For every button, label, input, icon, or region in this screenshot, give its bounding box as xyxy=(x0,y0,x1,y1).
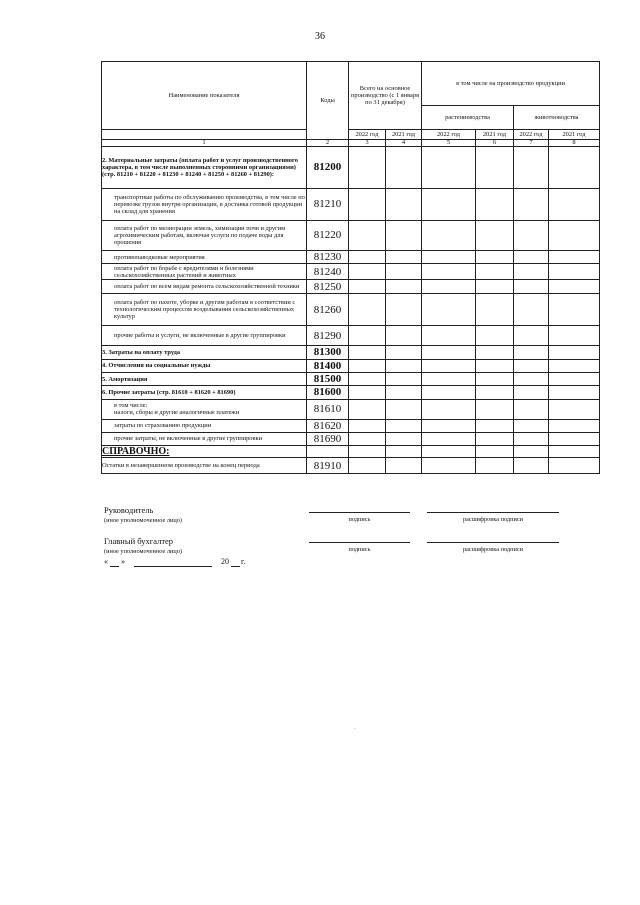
row-code: 81610 xyxy=(307,399,349,419)
header-livestock: животноводства xyxy=(514,106,600,130)
row-name: транспортные работы по обслуживанию производства, в том числе по перевозке грузов внутри организации, в доставка готовой продукции на склад для хранения xyxy=(102,189,307,221)
row-code: 81620 xyxy=(307,419,349,432)
column-number: 5 xyxy=(422,140,476,147)
value-cell xyxy=(476,294,514,326)
value-cell xyxy=(422,346,476,359)
value-cell xyxy=(422,432,476,445)
table-row xyxy=(102,294,600,326)
header-total: Всего на основное производство (с 1 января по 31 декабря) xyxy=(349,62,422,130)
table-row xyxy=(102,147,600,189)
row-name: оплата работ по мелиорации земель, химизации почв и другим агрохимическим работам, включая услуги по подаче воды для орошения xyxy=(102,221,307,251)
date-month-line xyxy=(134,566,212,567)
value-cell xyxy=(549,294,600,326)
value-cell xyxy=(549,326,600,346)
row-name: оплата работ по борьбе с вредителями и болезнями сельскохозяйственных растений и животных xyxy=(102,264,307,280)
date-open-quote: « xyxy=(104,557,108,566)
value-cell xyxy=(514,386,549,399)
date-year-line xyxy=(231,566,240,567)
head-note: (иное уполномоченное лицо) xyxy=(104,517,182,524)
table-row xyxy=(102,280,600,294)
row-name: 5. Амортизация xyxy=(102,372,307,385)
value-cell xyxy=(386,399,422,419)
value-cell xyxy=(349,326,386,346)
table-row xyxy=(102,458,600,474)
value-cell xyxy=(386,458,422,474)
header-year: 2021 год xyxy=(549,130,600,140)
value-cell xyxy=(549,189,600,221)
head-signature-label: подпись xyxy=(348,516,371,523)
column-number: 4 xyxy=(386,140,422,147)
value-cell xyxy=(349,359,386,372)
value-cell xyxy=(514,359,549,372)
row-name: СПРАВОЧНО: xyxy=(102,446,307,458)
value-cell xyxy=(349,446,386,458)
row-code: 81230 xyxy=(307,251,349,264)
value-cell xyxy=(386,372,422,385)
date-close-quote: » xyxy=(121,557,125,566)
value-cell xyxy=(386,346,422,359)
table-row xyxy=(102,326,600,346)
table-row xyxy=(102,346,600,359)
value-cell xyxy=(514,372,549,385)
column-numbers-row xyxy=(102,140,600,147)
value-cell xyxy=(386,189,422,221)
row-name: 4. Отчисления на социальные нужды xyxy=(102,359,307,372)
column-number: 8 xyxy=(549,140,600,147)
column-number: 2 xyxy=(307,140,349,147)
value-cell xyxy=(476,432,514,445)
row-name: оплата работ по пахоте, уборке и другим работам в соответствии с технологическим процессом возделывания сельскохозяйственных культур xyxy=(102,294,307,326)
table-row xyxy=(102,386,600,399)
column-number: 7 xyxy=(514,140,549,147)
value-cell xyxy=(549,251,600,264)
row-code: 81210 xyxy=(307,189,349,221)
column-number: 1 xyxy=(102,140,307,147)
value-cell xyxy=(349,458,386,474)
accountant-decoding-line xyxy=(427,542,559,543)
scan-mark: . xyxy=(354,723,356,731)
value-cell xyxy=(514,189,549,221)
value-cell xyxy=(549,386,600,399)
row-code: 81400 xyxy=(307,359,349,372)
costs-table xyxy=(101,61,600,474)
accountant-title: Главный бухгалтер xyxy=(104,536,174,546)
value-cell xyxy=(476,189,514,221)
value-cell xyxy=(349,432,386,445)
value-cell xyxy=(514,399,549,419)
value-cell xyxy=(476,458,514,474)
row-code: 81290 xyxy=(307,326,349,346)
value-cell xyxy=(476,346,514,359)
header-name: Наименование показателя xyxy=(102,62,307,130)
value-cell xyxy=(549,432,600,445)
value-cell xyxy=(476,399,514,419)
date-day-line xyxy=(110,566,119,567)
value-cell xyxy=(386,419,422,432)
value-cell xyxy=(422,147,476,189)
value-cell xyxy=(386,147,422,189)
value-cell xyxy=(514,221,549,251)
value-cell xyxy=(514,446,549,458)
table-row xyxy=(102,221,600,251)
value-cell xyxy=(349,346,386,359)
value-cell xyxy=(349,264,386,280)
header-including: в том числе на производство продукции xyxy=(422,62,600,106)
table-row xyxy=(102,446,600,458)
header-blank xyxy=(102,130,307,140)
value-cell xyxy=(422,458,476,474)
value-cell xyxy=(386,251,422,264)
value-cell xyxy=(349,221,386,251)
value-cell xyxy=(514,326,549,346)
head-decoding-line xyxy=(427,512,559,513)
value-cell xyxy=(549,446,600,458)
value-cell xyxy=(476,147,514,189)
header-year: 2022 год xyxy=(422,130,476,140)
value-cell xyxy=(422,264,476,280)
value-cell xyxy=(476,221,514,251)
value-cell xyxy=(514,346,549,359)
accountant-signature-label: подпись xyxy=(348,546,371,553)
value-cell xyxy=(349,419,386,432)
value-cell xyxy=(549,458,600,474)
table-row xyxy=(102,432,600,445)
value-cell xyxy=(349,294,386,326)
value-cell xyxy=(514,432,549,445)
value-cell xyxy=(476,326,514,346)
header-year: 2022 год xyxy=(349,130,386,140)
row-name: 6. Прочие затраты (стр. 81610 + 81620 + 81690) xyxy=(102,386,307,399)
value-cell xyxy=(514,147,549,189)
value-cell xyxy=(386,446,422,458)
value-cell xyxy=(349,372,386,385)
accountant-signature-line xyxy=(309,542,410,543)
value-cell xyxy=(476,419,514,432)
row-name: прочие работы и услуги, не включенные в другие группировки xyxy=(102,326,307,346)
value-cell xyxy=(422,386,476,399)
value-cell xyxy=(349,189,386,221)
value-cell xyxy=(549,399,600,419)
table-row xyxy=(102,399,600,419)
value-cell xyxy=(549,372,600,385)
value-cell xyxy=(549,147,600,189)
value-cell xyxy=(349,280,386,294)
value-cell xyxy=(476,372,514,385)
value-cell xyxy=(349,251,386,264)
value-cell xyxy=(476,264,514,280)
page-number: 36 xyxy=(315,31,325,42)
value-cell xyxy=(386,326,422,346)
value-cell xyxy=(349,147,386,189)
value-cell xyxy=(422,326,476,346)
value-cell xyxy=(386,264,422,280)
row-name: 3. Затраты на оплату труда xyxy=(102,346,307,359)
value-cell xyxy=(549,359,600,372)
accountant-decoding-label: расшифровка подписи xyxy=(462,546,524,553)
value-cell xyxy=(514,280,549,294)
date-year-suffix: г. xyxy=(241,557,246,566)
row-name: Остатки в незавершенном производстве на конец периода xyxy=(102,458,307,474)
head-title: Руководитель xyxy=(104,505,154,515)
header-year: 2022 год xyxy=(514,130,549,140)
value-cell xyxy=(514,419,549,432)
head-decoding-label: расшифровка подписи xyxy=(462,516,524,523)
value-cell xyxy=(422,419,476,432)
value-cell xyxy=(386,359,422,372)
table-row xyxy=(102,251,600,264)
value-cell xyxy=(514,458,549,474)
row-code: 81220 xyxy=(307,221,349,251)
row-name: затраты по страхованию продукции xyxy=(102,419,307,432)
value-cell xyxy=(422,280,476,294)
value-cell xyxy=(476,386,514,399)
value-cell xyxy=(476,251,514,264)
column-number: 3 xyxy=(349,140,386,147)
value-cell xyxy=(549,280,600,294)
header-codes: Коды xyxy=(307,62,349,140)
value-cell xyxy=(514,264,549,280)
value-cell xyxy=(549,264,600,280)
value-cell xyxy=(349,399,386,419)
column-number: 6 xyxy=(476,140,514,147)
value-cell xyxy=(422,221,476,251)
value-cell xyxy=(386,294,422,326)
value-cell xyxy=(476,359,514,372)
table-row xyxy=(102,189,600,221)
value-cell xyxy=(549,221,600,251)
value-cell xyxy=(549,346,600,359)
value-cell xyxy=(422,251,476,264)
value-cell xyxy=(422,359,476,372)
row-code xyxy=(307,446,349,458)
value-cell xyxy=(386,221,422,251)
row-name: противопаводковые мероприятия xyxy=(102,251,307,264)
row-code: 81260 xyxy=(307,294,349,326)
table-row xyxy=(102,372,600,385)
value-cell xyxy=(514,251,549,264)
value-cell xyxy=(422,294,476,326)
row-code: 81690 xyxy=(307,432,349,445)
row-name: оплата работ по всем видам ремонта сельскохозяйственной техники xyxy=(102,280,307,294)
row-name: 2. Материальные затраты (оплата работ и услуг производственного характера, в том числе выполненных сторонними организациями) (стр. 81210 + 81220 + 81230 + 81240 + 81250 + 81260 + 81290): xyxy=(102,147,307,189)
value-cell xyxy=(476,446,514,458)
header-crop: растениеводства xyxy=(422,106,514,130)
value-cell xyxy=(422,372,476,385)
row-code: 81600 xyxy=(307,386,349,399)
value-cell xyxy=(386,280,422,294)
table-row xyxy=(102,359,600,372)
row-code: 81500 xyxy=(307,372,349,385)
value-cell xyxy=(422,189,476,221)
value-cell xyxy=(386,386,422,399)
value-cell xyxy=(422,399,476,419)
value-cell xyxy=(349,386,386,399)
header-year: 2021 год xyxy=(476,130,514,140)
row-code: 81200 xyxy=(307,147,349,189)
row-name: в том числе: налоги, сборы и другие аналогичные платежи xyxy=(102,399,307,419)
row-code: 81250 xyxy=(307,280,349,294)
value-cell xyxy=(549,419,600,432)
accountant-note: (иное уполномоченное лицо) xyxy=(104,548,182,555)
row-name: прочие затраты, не включенные в другие группировки xyxy=(102,432,307,445)
row-code: 81300 xyxy=(307,346,349,359)
value-cell xyxy=(476,280,514,294)
table-row xyxy=(102,264,600,280)
header-year: 2021 год xyxy=(386,130,422,140)
row-code: 81240 xyxy=(307,264,349,280)
head-signature-line xyxy=(309,512,410,513)
value-cell xyxy=(386,432,422,445)
date-year-prefix: 20 xyxy=(221,557,229,566)
row-code: 81910 xyxy=(307,458,349,474)
value-cell xyxy=(514,294,549,326)
value-cell xyxy=(422,446,476,458)
table-row xyxy=(102,419,600,432)
